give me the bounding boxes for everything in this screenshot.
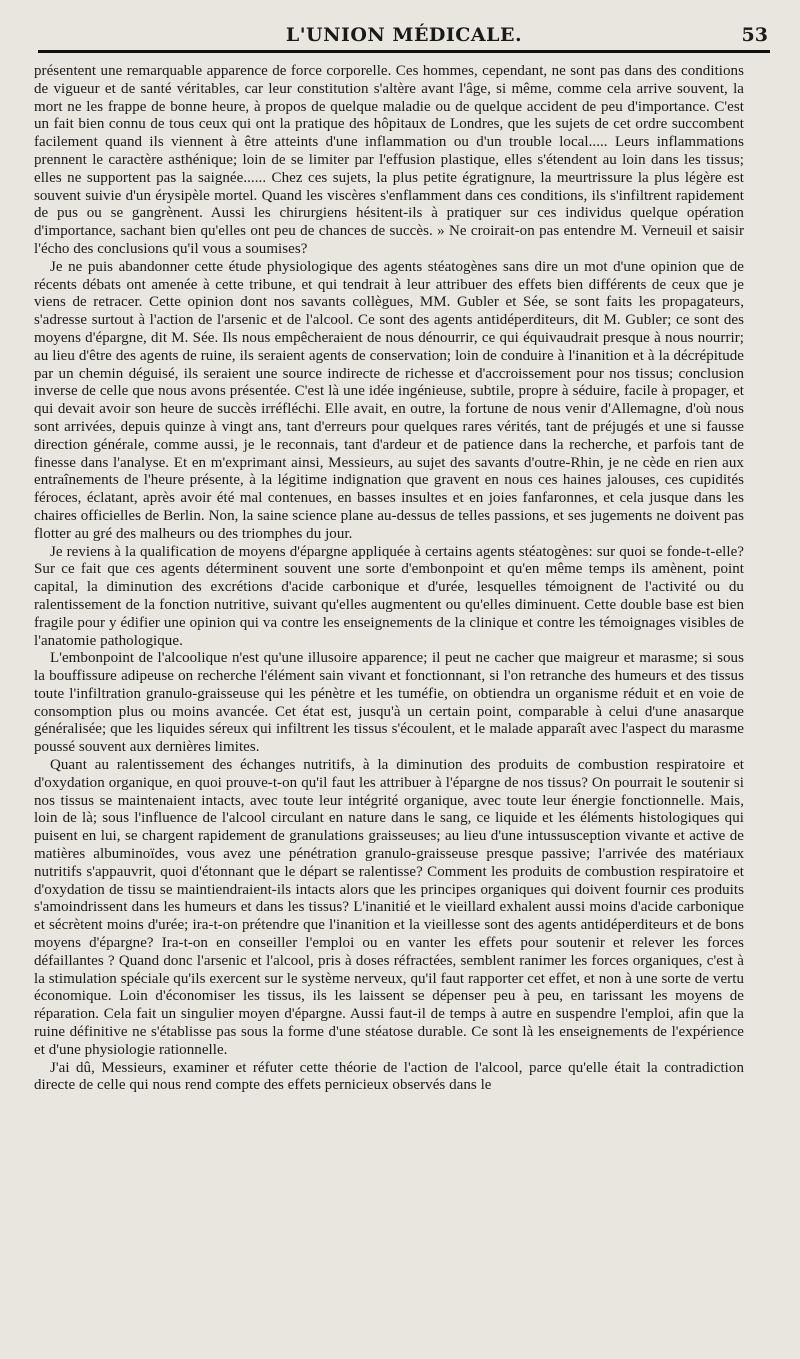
paragraph: Je reviens à la qualification de moyens d'épargne appliquée à certains agents stéatogènes: sur quoi se fonde-t-elle? Sur ce fait que ces agents déterminent souvent une sorte d'embonpoint et qu'en même temps ils amènent, point capital, la diminution des excrétions d'acide carbonique et d'urée, lesquelles témoignent de l'activité ou du ralentissement de la fonction nutritive, suivant qu'elles augmentent ou qu'elles diminuent. Cette double base est bien fragile pour y édifier une opinion qui va contre les enseignements de la clinique et contre les témoignages visibles de l'anatomie pathologique. — [34, 543, 744, 649]
journal-title: L'UNION MÉDICALE. — [285, 24, 523, 46]
article-body — [34, 63, 744, 1095]
page-number: 53 — [741, 24, 768, 46]
paragraph: L'embonpoint de l'alcoolique n'est qu'une illusoire apparence; il peut ne cacher que maigreur et marasme; si sous la bouffissure adipeuse on recherche l'élément sain vivant et fonctionnant, si l'on retranche des humeurs et des tissus toute l'infiltration granulo-graisseuse qui les pénètre et les tuméfie, on obtiendra un organisme réduit et en voie de consomption plus ou moins avancée. Cet état est, jusqu'à un certain point, comparable à celui d'une anasarque généralisée; que les liquides séreux qui infiltrent les tissus s'écoulent, et le malade apparaît avec l'aspect du marasme poussé souvent aux dernières limites. — [34, 650, 744, 756]
paragraph: Je ne puis abandonner cette étude physiologique des agents stéatogènes sans dire un mot d'une opinion que de récents débats ont amenée à cette tribune, et qui tendrait à leur attribuer des effets bien différents de ceux que je viens de retracer. Cette opinion dont nos savants collègues, MM. Gubler et Sée, se sont faits les propagateurs, s'adresse surtout à l'action de l'arsenic et de l'alcool. Ce sont des agents antidéperditeurs, dit M. Gubler; ce sont des moyens d'épargne, dit M. Sée. Ils nous empêcheraient de nous dénourrir, ce qui équivaudrait presque à nous nourrir; au lieu d'être des agents de ruine, ils seraient agents de conservation; loin de conduire à l'inanition et à la décrépitude par un chemin déguisé, ils seraient une source indirecte de richesse et d'accroissement pour nos tissus; conclusion inverse de celle que nous avons présentée. C'est là une idée ingénieuse, subtile, propre à séduire, facile à propager, et qui devait avoir son heure de succès irréfléchi. Elle avait, en outre, la fortune de nous venir d'Allemagne, d'où nous sont arrivées, depuis quinze à vingt ans, tant d'erreurs pour quelques rares vérités, tant de préjugés et une si fausse direction générale, comme aussi, je le reconnais, tant d'ardeur et de patience dans la recherche, et parfois tant de finesse dans l'analyse. Et en m'exprimant ainsi, Messieurs, au sujet des savants d'outre-Rhin, je ne cède en rien aux entraînements de l'heure présente, à la légitime indignation que gravent en nous ces haines jalouses, ces cupidités féroces, éclatant, après avoir été mal contenues, en basses insultes et en joies fanfaronnes, et cela jusque dans les chaires officielles de Berlin. Non, la saine science plane au-dessus de telles passions, et ses jugements ne doivent pas flotter au gré des malheurs ou des triomphes du jour. — [34, 258, 744, 542]
paragraph: J'ai dû, Messieurs, examiner et réfuter cette théorie de l'action de l'alcool, parce qu'elle était la contradiction directe de celle qui nous rend compte des effets pernicieux observés dans le — [34, 1059, 744, 1094]
paragraph: présentent une remarquable apparence de force corporelle. Ces hommes, cependant, ne sont pas dans des conditions de vigueur et de santé véritables, car leur constitution s'altère avant l'âge, si même, comme cela arrive souvent, la mort ne les frappe de bonne heure, à propos de quelque maladie ou de quelque accident de peu d'importance. C'est un fait bien connu de tous ceux qui ont la pratique des hôpitaux de Londres, que les sujets de cet ordre succombent facilement quand ils viennent à être atteints d'une inflammation ou d'un trouble local..... Leurs inflammations prennent le caractère asthénique; loin de se limiter par l'effusion plastique, elles s'étendent au loin dans les tissus; elles ne supportent pas la saignée...... Chez ces sujets, la plus petite égratignure, la meurtrissure la plus légère est souvent suivie d'un érysipèle mortel. Quand les viscères s'enflamment dans ces conditions, ils s'infiltrent rapidement de pus ou se gangrènent. Aussi les chirurgiens hésitent-ils à pratiquer sur ces individus quelque opération d'importance, sachant bien qu'elles ont peu de chances de succès. » Ne croirait-on pas entendre M. Verneuil et saisir l'écho des conclusions qu'il vous a soumises? — [34, 63, 744, 257]
page-header — [38, 20, 770, 53]
paragraph: Quant au ralentissement des échanges nutritifs, à la diminution des produits de combustion respiratoire et d'oxydation organique, en quoi prouve-t-on qu'il faut les attribuer à l'épargne de nos tissus? On pourrait le soutenir si nos tissus se maintenaient intacts, avec toute leur intégrité organique, avec toute leur énergie fonctionnelle. Mais, loin de là; sous l'influence de l'alcool circulant en nature dans le sang, ce liquide et les éléments histologiques qui puisent en lui, se chargent rapidement de granulations graisseuses; au lieu d'une intussusception vivante et active de matières albuminoïdes, vous avez une pénétration granulo-graisseuse presque passive; l'arrivée des matériaux nutritifs s'appauvrit, quoi d'étonnant que le départ se ralentisse? Comment les produits de combustion respiratoire et d'oxydation de tissu se maintiendraient-ils intacts alors que les principes organiques qui doivent fournir ces produits s'amoindrissent dans les humeurs et dans les tissus? L'inanitié et le vieillard exhalent aussi moins d'acide carbonique et sécrètent moins d'urée; ira-t-on prétendre que l'inanition et la vieillesse sont des agents antidéperditeurs et de bons moyens d'épargne? Ira-t-on en conseiller l'emploi ou en vanter les effets pour soutenir et relever les forces défaillantes ? Quand donc l'arsenic et l'alcool, pris à doses réfractées, semblent ranimer les forces organiques, c'est à la stimulation spéciale qu'ils exercent sur le système nerveux, qu'il faut rapporter cet effet, et non à une sorte de vertu économique. Loin d'économiser les tissus, ils les laissent se dépenser peu à peu, en tarissant les moyens de réparation. Cela fait un singulier moyen d'épargne. Aussi faut-il de temps à autre en suspendre l'emploi, afin que la ruine définitive ne s'établisse pas sous la forme d'une stéatose durable. Ce sont là les enseignements de l'expérience et d'une physiologie rationnelle. — [34, 757, 744, 1058]
